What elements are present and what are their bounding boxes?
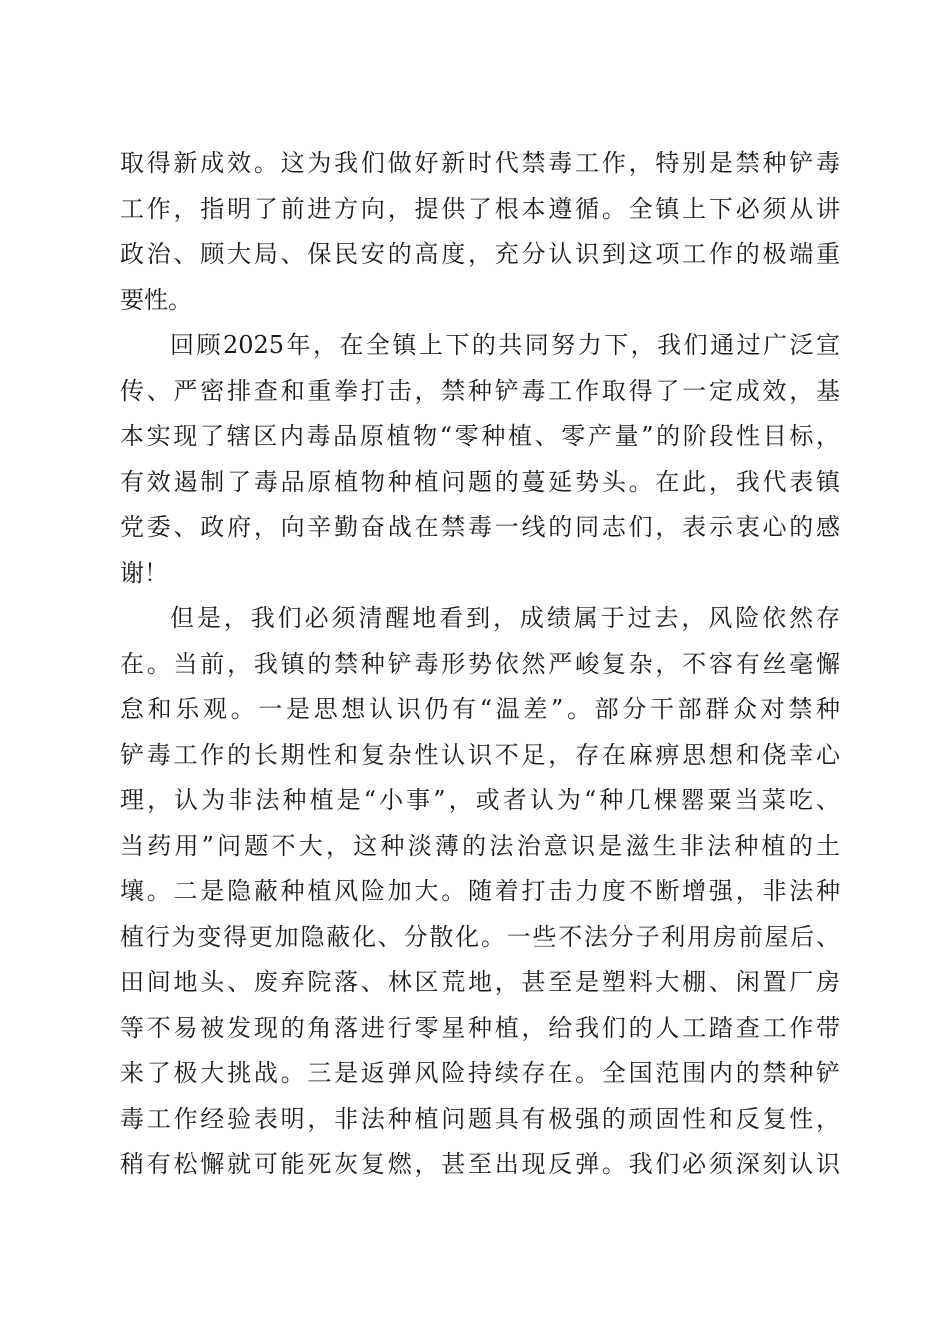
text-line: 回顾2025年，在全镇上下的共同努力下，我们通过广泛宣 — [170, 331, 840, 359]
text-line: 要性。 — [120, 285, 192, 314]
text-line: 谢！ — [120, 558, 168, 587]
text-line: 稍有松懈就可能死灰复燃，甚至出现反弹。我们必须深刻认识 — [120, 1150, 840, 1178]
text-line: 怠和乐观。一是思想认识仍有“温差”。部分干部群众对禁种 — [120, 695, 840, 723]
text-line: 但是，我们必须清醒地看到，成绩属于过去，风险依然存 — [170, 604, 840, 632]
text-line: 党委、政府，向辛勤奋战在禁毒一线的同志们，表示衷心的感 — [120, 513, 840, 541]
text-line: 当药用”问题不大，这种淡薄的法治意识是滋生非法种植的土 — [120, 831, 840, 860]
text-line: 在。当前，我镇的禁种铲毒形势依然严峻复杂，不容有丝毫懈 — [120, 649, 840, 678]
text-line: 壤。二是隐蔽种植风险加大。随着打击力度不断增强，非法种 — [120, 877, 840, 905]
text-line: 毒工作经验表明，非法种植问题具有极强的顽固性和反复性， — [120, 1104, 840, 1133]
text-line: 理，认为非法种植是“小事”，或者认为“种几棵罂粟当菜吃、 — [120, 786, 840, 814]
document-body — [120, 141, 840, 1188]
text-line: 政治、顾大局、保民安的高度，充分认识到这项工作的极端重 — [120, 240, 840, 268]
text-line: 铲毒工作的长期性和复杂性认识不足，存在麻痹思想和侥幸心 — [120, 740, 840, 769]
text-line: 取得新成效。这为我们做好新时代禁毒工作，特别是禁种铲毒 — [120, 149, 840, 177]
text-line: 田间地头、废弃院落、林区荒地，甚至是塑料大棚、闲置厂房 — [120, 968, 840, 996]
text-line: 本实现了辖区内毒品原植物“零种植、零产量”的阶段性目标， — [120, 422, 840, 450]
text-line: 来了极大挑战。三是返弹风险持续存在。全国范围内的禁种铲 — [120, 1059, 840, 1087]
text-line: 有效遏制了毒品原植物种植问题的蔓延势头。在此，我代表镇 — [120, 467, 840, 496]
text-line: 工作，指明了前进方向，提供了根本遵循。全镇上下必须从讲 — [120, 194, 840, 223]
text-line: 传、严密排查和重拳打击，禁种铲毒工作取得了一定成效，基 — [120, 376, 840, 405]
text-line: 植行为变得更加隐蔽化、分散化。一些不法分子利用房前屋后、 — [120, 922, 840, 951]
text-line: 等不易被发现的角落进行零星种植，给我们的人工踏查工作带 — [120, 1013, 840, 1042]
